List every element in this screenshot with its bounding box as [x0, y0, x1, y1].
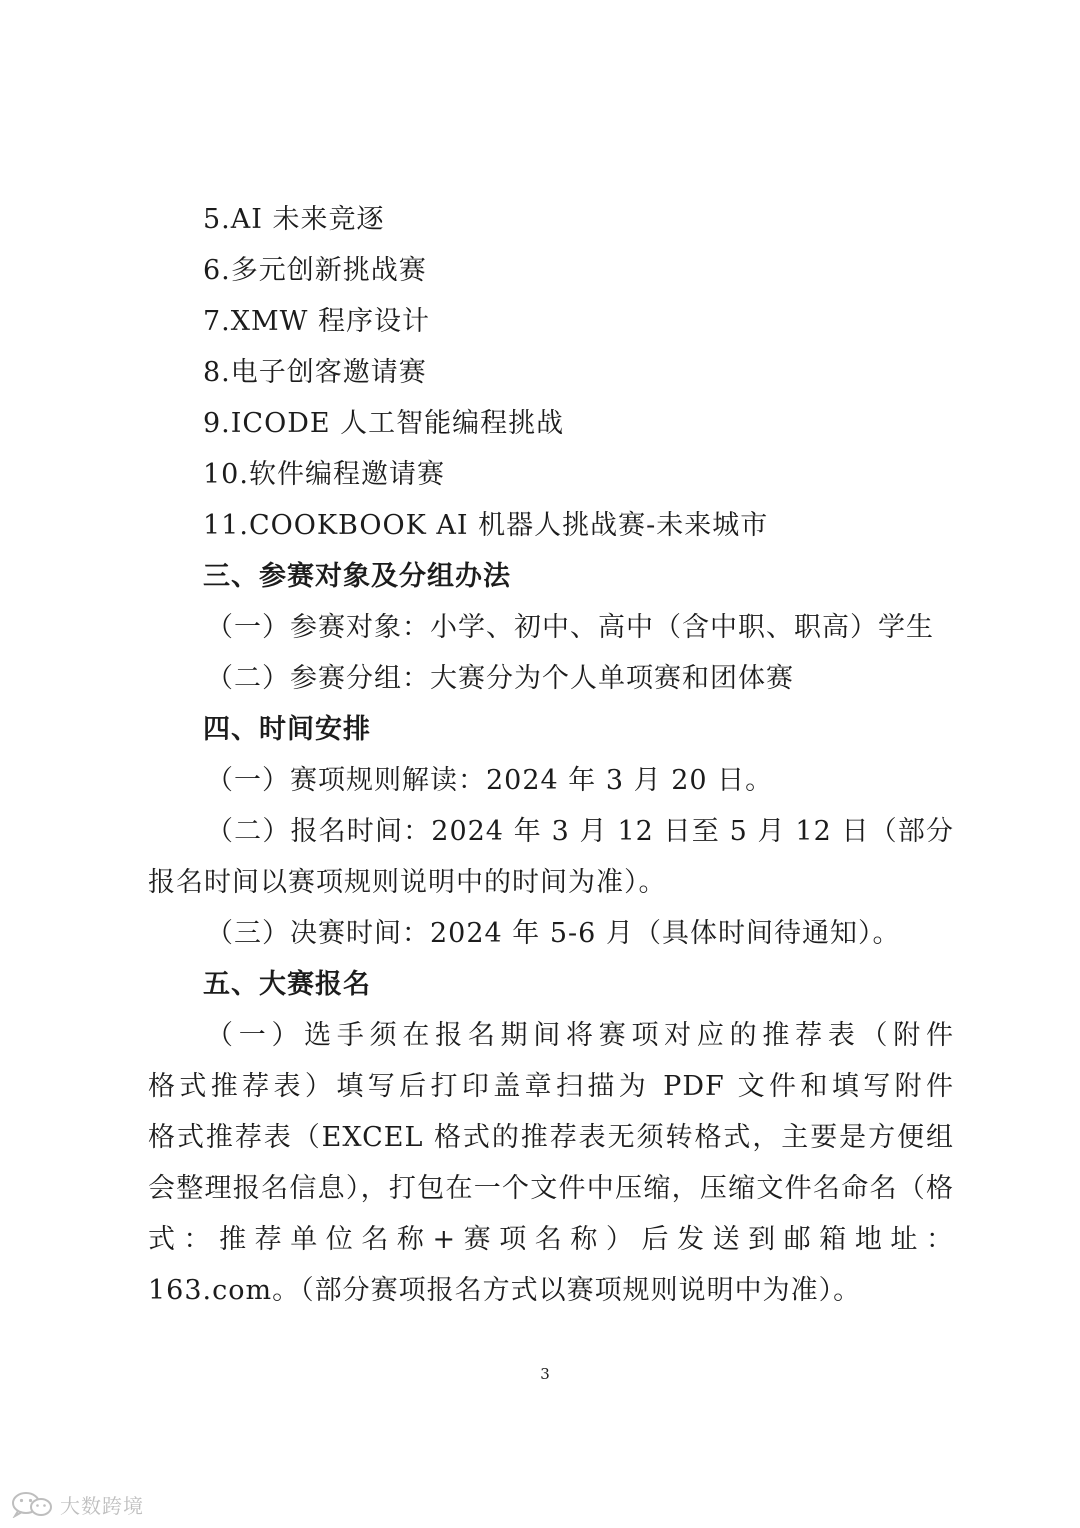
watermark	[10, 1490, 144, 1518]
paragraph-grouping: （二）参赛分组：大赛分为个人单项赛和团体赛	[206, 663, 794, 694]
paragraph-registration-line1: （一）选手须在报名期间将赛项对应的推荐表（附件	[206, 1020, 954, 1051]
list-item: 10.软件编程邀请赛	[203, 459, 445, 490]
section-heading-participants: 三、参赛对象及分组办法	[203, 561, 511, 592]
paragraph-registration-line5: 式：推荐单位名称+赛项名称）后发送到邮箱地址：	[148, 1224, 954, 1255]
paragraph-registration-line4: 会整理报名信息），打包在一个文件中压缩，压缩文件名命名（格	[148, 1173, 954, 1204]
paragraph-rules-reading: （一）赛项规则解读：2024 年 3 月 20 日。	[206, 765, 774, 796]
paragraph-participants: （一）参赛对象：小学、初中、高中（含中职、职高）学生	[206, 612, 934, 643]
section-heading-schedule: 四、时间安排	[203, 714, 371, 745]
weixin-logo-icon	[10, 1490, 54, 1518]
paragraph-registration-line2: 格式推荐表）填写后打印盖章扫描为 PDF 文件和填写附件	[148, 1071, 954, 1102]
list-item: 9.ICODE 人工智能编程挑战	[203, 408, 565, 439]
paragraph-registration-time-line2: 报名时间以赛项规则说明中的时间为准）。	[148, 867, 667, 898]
paragraph-registration-line6: 163.com。（部分赛项报名方式以赛项规则说明中为准）。	[148, 1275, 862, 1306]
watermark-text: 大数跨境	[60, 1493, 144, 1518]
page-number: 3	[540, 1365, 550, 1383]
list-item: 8.电子创客邀请赛	[203, 357, 427, 388]
paragraph-registration-line3: 格式推荐表（EXCEL 格式的推荐表无须转格式，主要是方便组	[148, 1122, 954, 1153]
list-item: 7.XMW 程序设计	[203, 306, 430, 337]
list-item: 11.COOKBOOK AI 机器人挑战赛-未来城市	[203, 510, 769, 541]
paragraph-final-time: （三）决赛时间：2024 年 5-6 月（具体时间待通知）。	[206, 918, 901, 949]
paragraph-registration-time-line1: （二）报名时间：2024 年 3 月 12 日至 5 月 12 日（部分	[206, 816, 954, 847]
list-item: 6.多元创新挑战赛	[203, 255, 427, 286]
list-item: 5.AI 未来竞逐	[203, 204, 385, 235]
section-heading-registration: 五、大赛报名	[203, 969, 371, 1000]
